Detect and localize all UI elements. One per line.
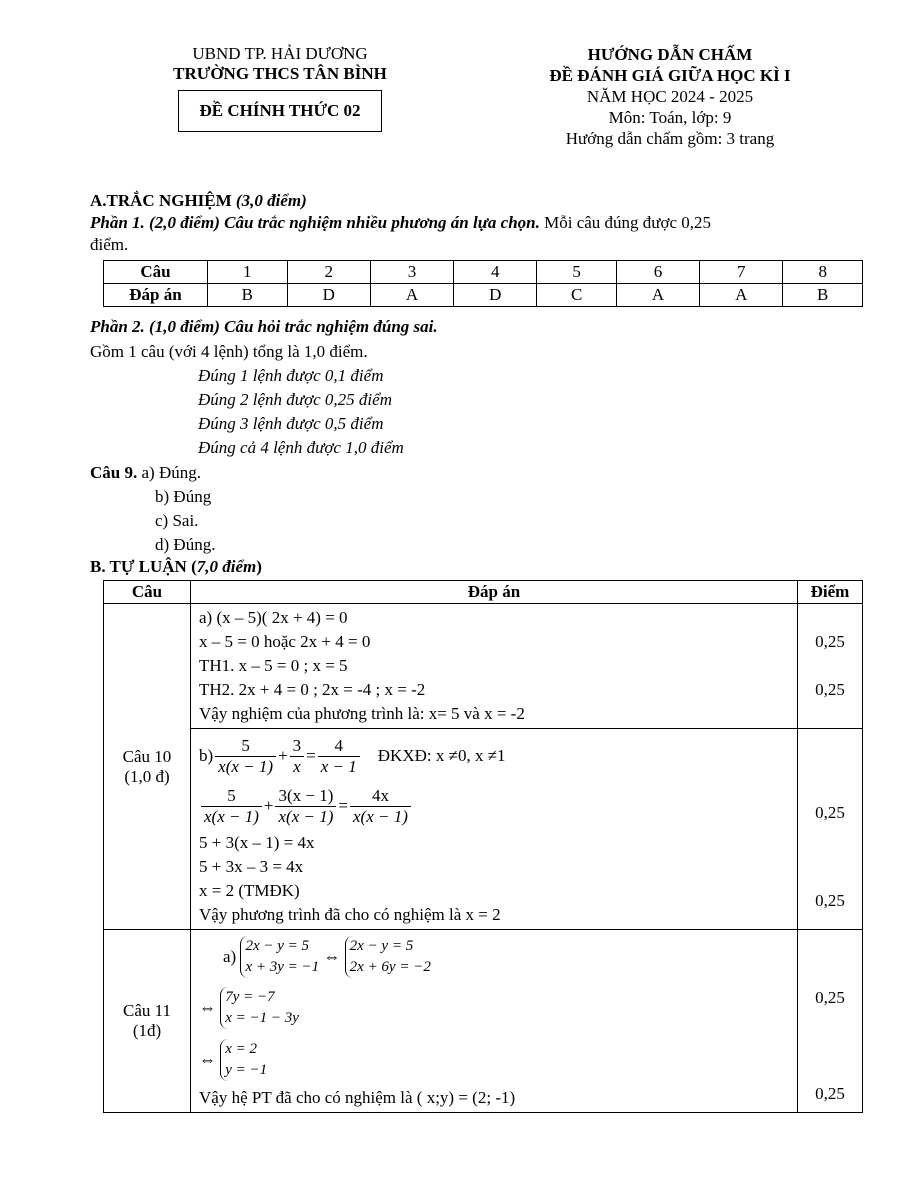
question-cell: 3 xyxy=(370,261,453,284)
question-cell: 2 xyxy=(287,261,370,284)
q10b-common-denominator: $\frac{5}{x(x - 1)}$ + $\frac{3(x - 1)}{x(x - 1)}$ = $\frac{4x}{x(x - 1)}$ xyxy=(199,781,789,831)
question-cell: 4 xyxy=(454,261,537,284)
q9-answer-b: b) Đúng xyxy=(155,487,212,506)
q10-label-cell xyxy=(104,604,191,930)
col-answer: Đáp án xyxy=(191,581,798,604)
q10b-row xyxy=(104,729,863,930)
score: 0,25 xyxy=(815,988,845,1007)
q11-system-3: ⇔ x = 2 y = −1 xyxy=(199,1034,789,1086)
q10b-equation: b) $\frac{5}{x(x - 1)}$ + $\frac{3}{x}$ = $\frac{4}{x - 1}$ ĐKXĐ: x ≠0, x ≠1 xyxy=(199,735,506,776)
answer-line: x = 2 (TMĐK) xyxy=(199,881,300,900)
answer-line: 5 + 3x – 3 = 4x xyxy=(199,857,304,876)
section-a-title: A.TRẮC NGHIỆM (3,0 điểm) xyxy=(90,191,307,210)
row-label-answer: Đáp án xyxy=(104,284,208,307)
q10-points: (1,0 đ) xyxy=(124,766,170,786)
part2-description: Gồm 1 câu (với 4 lệnh) tổng là 1,0 điểm. xyxy=(90,342,368,361)
answer-cell: A xyxy=(370,284,453,307)
section-b-title: B. TỰ LUẬN (7,0 điểm) xyxy=(90,557,262,576)
q9-answer-a: Câu 9. a) Đúng. xyxy=(90,463,201,482)
answer-line: x – 5 = 0 hoặc 2x + 4 = 0 xyxy=(199,632,371,651)
q11-system-2: ⇔ 7y = −7 x = −1 − 3y xyxy=(199,982,789,1034)
q10a-row xyxy=(104,604,863,729)
answer-line: 5 + 3(x – 1) = 4x xyxy=(199,833,315,852)
school-year: NĂM HỌC 2024 - 2025 xyxy=(586,87,754,106)
essay-table xyxy=(103,580,863,1113)
official-badge: ĐỀ CHÍNH THỨC 02 xyxy=(178,90,381,132)
answer-table-row-questions xyxy=(104,261,863,284)
org-name: UBND TP. HẢI DƯƠNG xyxy=(192,44,368,63)
answer-table-row-answers xyxy=(104,284,863,307)
question-cell: 8 xyxy=(783,261,863,284)
equation-system: x = 2 y = −1 xyxy=(220,1039,267,1081)
q11-points: (1đ) xyxy=(132,1021,162,1040)
answer-cell: B xyxy=(783,284,863,307)
fraction: $\frac{4}{x - 1}$ xyxy=(318,736,360,777)
q11-answer xyxy=(191,930,798,1113)
essay-table-header xyxy=(104,581,863,604)
header-right xyxy=(520,44,820,149)
answer-line: a) (x – 5)( 2x + 4) = 0 xyxy=(199,608,348,627)
subject: Môn: Toán, lớp: 9 xyxy=(608,108,732,127)
q11-label-cell xyxy=(104,930,191,1113)
answer-line: Vậy phương trình đã cho có nghiệm là x = 2 xyxy=(199,905,501,924)
answer-line: TH2. 2x + 4 = 0 ; 2x = -4 ; x = -2 xyxy=(199,680,426,699)
fraction: $\frac{3(x - 1)}{x(x - 1)}$ xyxy=(275,786,336,827)
question-cell: 1 xyxy=(208,261,288,284)
q11-conclusion: Vậy hệ PT đã cho có nghiệm là ( x;y) = (2; -1) xyxy=(199,1088,516,1107)
answer-cell: B xyxy=(208,284,288,307)
question-cell: 6 xyxy=(616,261,699,284)
answer-cell: A xyxy=(616,284,699,307)
q9-answer-c: c) Sai. xyxy=(155,511,199,530)
scoring-rule: Đúng 1 lệnh được 0,1 điểm xyxy=(198,366,384,385)
answer-cell: D xyxy=(454,284,537,307)
q10a-answer xyxy=(191,604,798,729)
answer-line: Vậy nghiệm của phương trình là: x= 5 và x = -2 xyxy=(199,704,525,723)
answer-table xyxy=(103,260,863,307)
answer-cell: A xyxy=(700,284,783,307)
header-left xyxy=(130,44,430,132)
exam-title: ĐỀ ĐÁNH GIÁ GIỮA HỌC KÌ I xyxy=(549,66,791,85)
score: 0,25 xyxy=(815,803,845,822)
col-points: Điểm xyxy=(798,581,863,604)
scoring-rule: Đúng 3 lệnh được 0,5 điểm xyxy=(198,414,384,433)
q11-row xyxy=(104,930,863,1113)
answer-cell: D xyxy=(287,284,370,307)
scoring-rule: Đúng 2 lệnh được 0,25 điểm xyxy=(198,390,392,409)
q10b-points xyxy=(798,729,863,930)
question-cell: 7 xyxy=(700,261,783,284)
q10b-answer xyxy=(191,729,798,930)
answer-line: TH1. x – 5 = 0 ; x = 5 xyxy=(199,656,348,675)
fraction: $\frac{3}{x}$ xyxy=(290,736,305,777)
equation-system: 2x − y = 5 2x + 6y = −2 xyxy=(345,936,431,978)
equation-system: 7y = −7 x = −1 − 3y xyxy=(220,987,299,1029)
page-count: Hướng dẫn chấm gồm: 3 trang xyxy=(565,129,775,148)
doc-title: HƯỚNG DẪN CHẤM xyxy=(587,45,753,64)
equation-system: 2x − y = 5 x + 3y = −1 xyxy=(240,936,319,978)
q11-points xyxy=(798,930,863,1113)
score: 0,25 xyxy=(815,891,845,910)
scoring-rule: Đúng cả 4 lệnh được 1,0 điểm xyxy=(198,438,404,457)
part2-heading: Phần 2. (1,0 điểm) Câu hỏi trắc nghiệm đúng sai. xyxy=(90,317,438,336)
score: 0,25 xyxy=(815,680,845,699)
q11-system-1: a) 2x − y = 5 x + 3y = −1 ⇔ 2x − y = 5 2x + 6y = −2 xyxy=(199,932,789,982)
score: 0,25 xyxy=(815,632,845,651)
score: 0,25 xyxy=(815,1084,845,1103)
col-question: Câu xyxy=(104,581,191,604)
q10a-points xyxy=(798,604,863,729)
part1-wrap: điểm. xyxy=(90,235,129,254)
question-cell: 5 xyxy=(537,261,617,284)
q9-answer-d: d) Đúng. xyxy=(155,535,216,554)
q10-label: Câu 10 xyxy=(122,746,172,766)
part1-heading: Phần 1. (2,0 điểm) Câu trắc nghiệm nhiều phương án lựa chọn. Mỗi câu đúng được 0,25 xyxy=(90,213,712,232)
fraction: $\frac{5}{x(x - 1)}$ xyxy=(215,736,276,777)
answer-cell: C xyxy=(537,284,617,307)
domain-condition: ĐKXĐ: x ≠0, x ≠1 xyxy=(377,746,506,765)
fraction: $\frac{5}{x(x - 1)}$ xyxy=(201,786,262,827)
fraction: $\frac{4x}{x(x - 1)}$ xyxy=(350,786,411,827)
row-label-question: Câu xyxy=(104,261,208,284)
school-name: TRƯỜNG THCS TÂN BÌNH xyxy=(173,64,387,83)
q11-label: Câu 11 xyxy=(122,1001,171,1020)
